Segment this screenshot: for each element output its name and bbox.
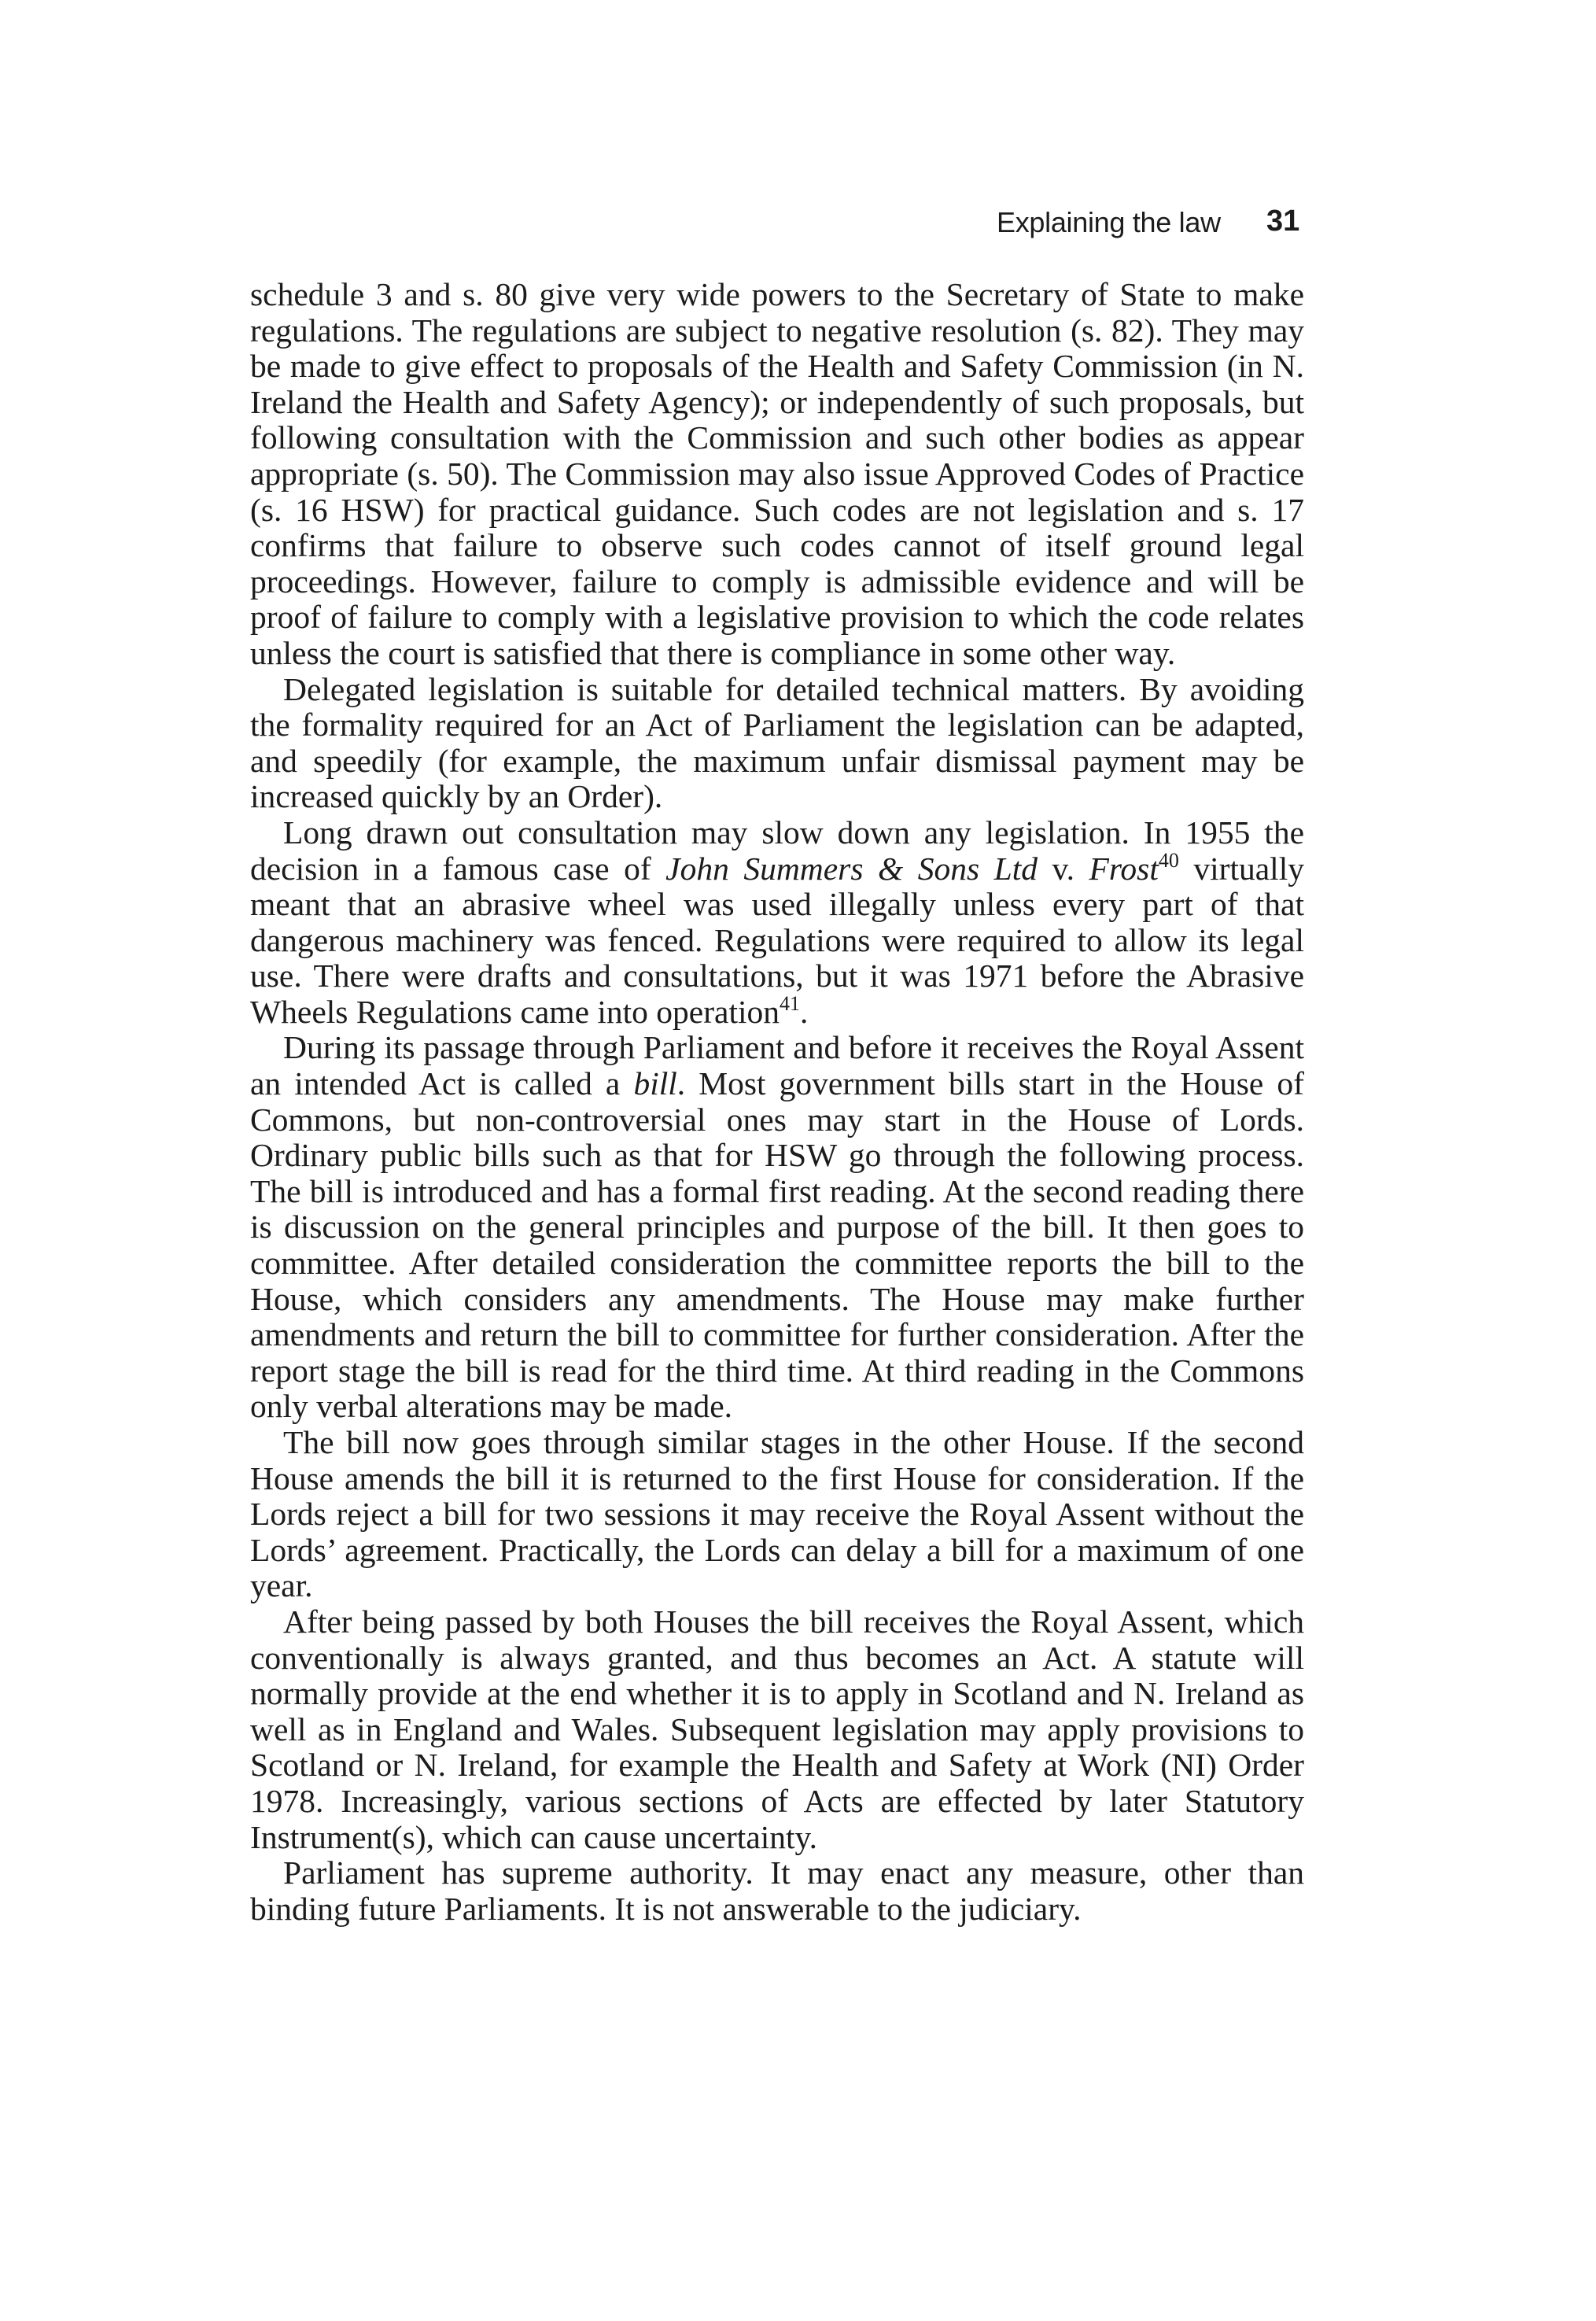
paragraph-parliament-authority: Parliament has supreme authority. It may enact any measure, other than binding future Parliaments. It is not answerable to the judiciary. bbox=[250, 1854, 1304, 1927]
case-party-1: John Summers & Sons Ltd bbox=[665, 850, 1038, 887]
paragraph-bill-process-text-b: . Most government bills start in the House of Commons, but non-controversial ones may start in the House of Lords. Ordinary public bills such as that for HSW go through the following process. The bill is introduced and has a formal first reading. At the second reading there is discussion on the general principles and purpose of the bill. It then goes to committee. After detailed consideration the committee reports the bill to the House, which considers any amendments. The House may make further amendments and return the bill to committee for further consideration. After the report stage the bill is read for the third time. At third reading in the Commons only verbal alterations may be made. bbox=[250, 1065, 1304, 1425]
case-versus: v. bbox=[1038, 850, 1089, 887]
paragraph-delegated-legislation: Delegated legislation is suitable for detailed technical matters. By avoiding the formality required for an Act of Parliament the legislation can be adapted, and speedily (for example, the maximum unfair dismissal payment may be increased quickly by an Order). bbox=[250, 670, 1304, 815]
footnote-ref-40: 40 bbox=[1158, 848, 1179, 872]
paragraph-consultation-text-c: . bbox=[800, 993, 809, 1030]
running-head-title: Explaining the law bbox=[997, 206, 1221, 238]
paragraph-consultation bbox=[250, 815, 1304, 1031]
body-text bbox=[250, 277, 1304, 1927]
paragraph-bill-process-text-a: During its passage through Parliament and before it receives the Royal Assent an intended Act is called a bbox=[250, 1029, 1304, 1102]
term-bill: bill bbox=[633, 1065, 677, 1102]
paragraph-regulations: schedule 3 and s. 80 give very wide powers to the Secretary of State to make regulations. The regulations are subject to negative resolution (s. 82). They may be made to give effect to proposals of the Health and Safety Commission (in N. Ireland the Health and Safety Agency); or independently of such proposals, but following consultation with the Commission and such other bodies as appear appropriate (s. 50). The Commission may also issue Approved Codes of Practice (s. 16 HSW) for practical guidance. Such codes are not legislation and s. 17 confirms that failure to observe such codes cannot of itself ground legal proceedings. However, failure to comply is admissible evidence and will be proof of failure to comply with a legislative provision to which the code relates unless the court is satisfied that there is compliance in some other way. bbox=[250, 276, 1304, 671]
paragraph-consultation-text-b: virtually meant that an abrasive wheel was used illegally unless every part of that dangerous machinery was fenced. Regulations were required to allow its legal use. There were drafts and consultations, but it was 1971 before the Abrasive Wheels Regulations came into operation bbox=[250, 850, 1304, 1030]
paragraph-consultation-text-a: Long drawn out consultation may slow down any legislation. In 1955 the decision in a famous case of bbox=[250, 814, 1304, 887]
paragraph-bill-process bbox=[250, 1030, 1304, 1425]
footnote-ref-41: 41 bbox=[780, 991, 801, 1015]
paragraph-royal-assent: After being passed by both Houses the bill receives the Royal Assent, which conventionally is always granted, and thus becomes an Act. A statute will normally provide at the end whether it is to apply in Scotland and N. Ireland as well as in England and Wales. Subsequent legislation may apply provisions to Scotland or N. Ireland, for example the Health and Safety at Work (NI) Order 1978. Increasingly, various sections of Acts are effected by later Statutory Instrument(s), which can cause uncertainty. bbox=[250, 1603, 1304, 1855]
page-number: 31 bbox=[1266, 205, 1300, 238]
case-party-2: Frost bbox=[1089, 850, 1159, 887]
paragraph-other-house: The bill now goes through similar stages in the other House. If the second House amends the bill it is returned to the first House for consideration. If the Lords reject a bill for two sessions it may receive the Royal Assent without the Lords’ agreement. Practically, the Lords can delay a bill for a maximum of one year. bbox=[250, 1424, 1304, 1604]
